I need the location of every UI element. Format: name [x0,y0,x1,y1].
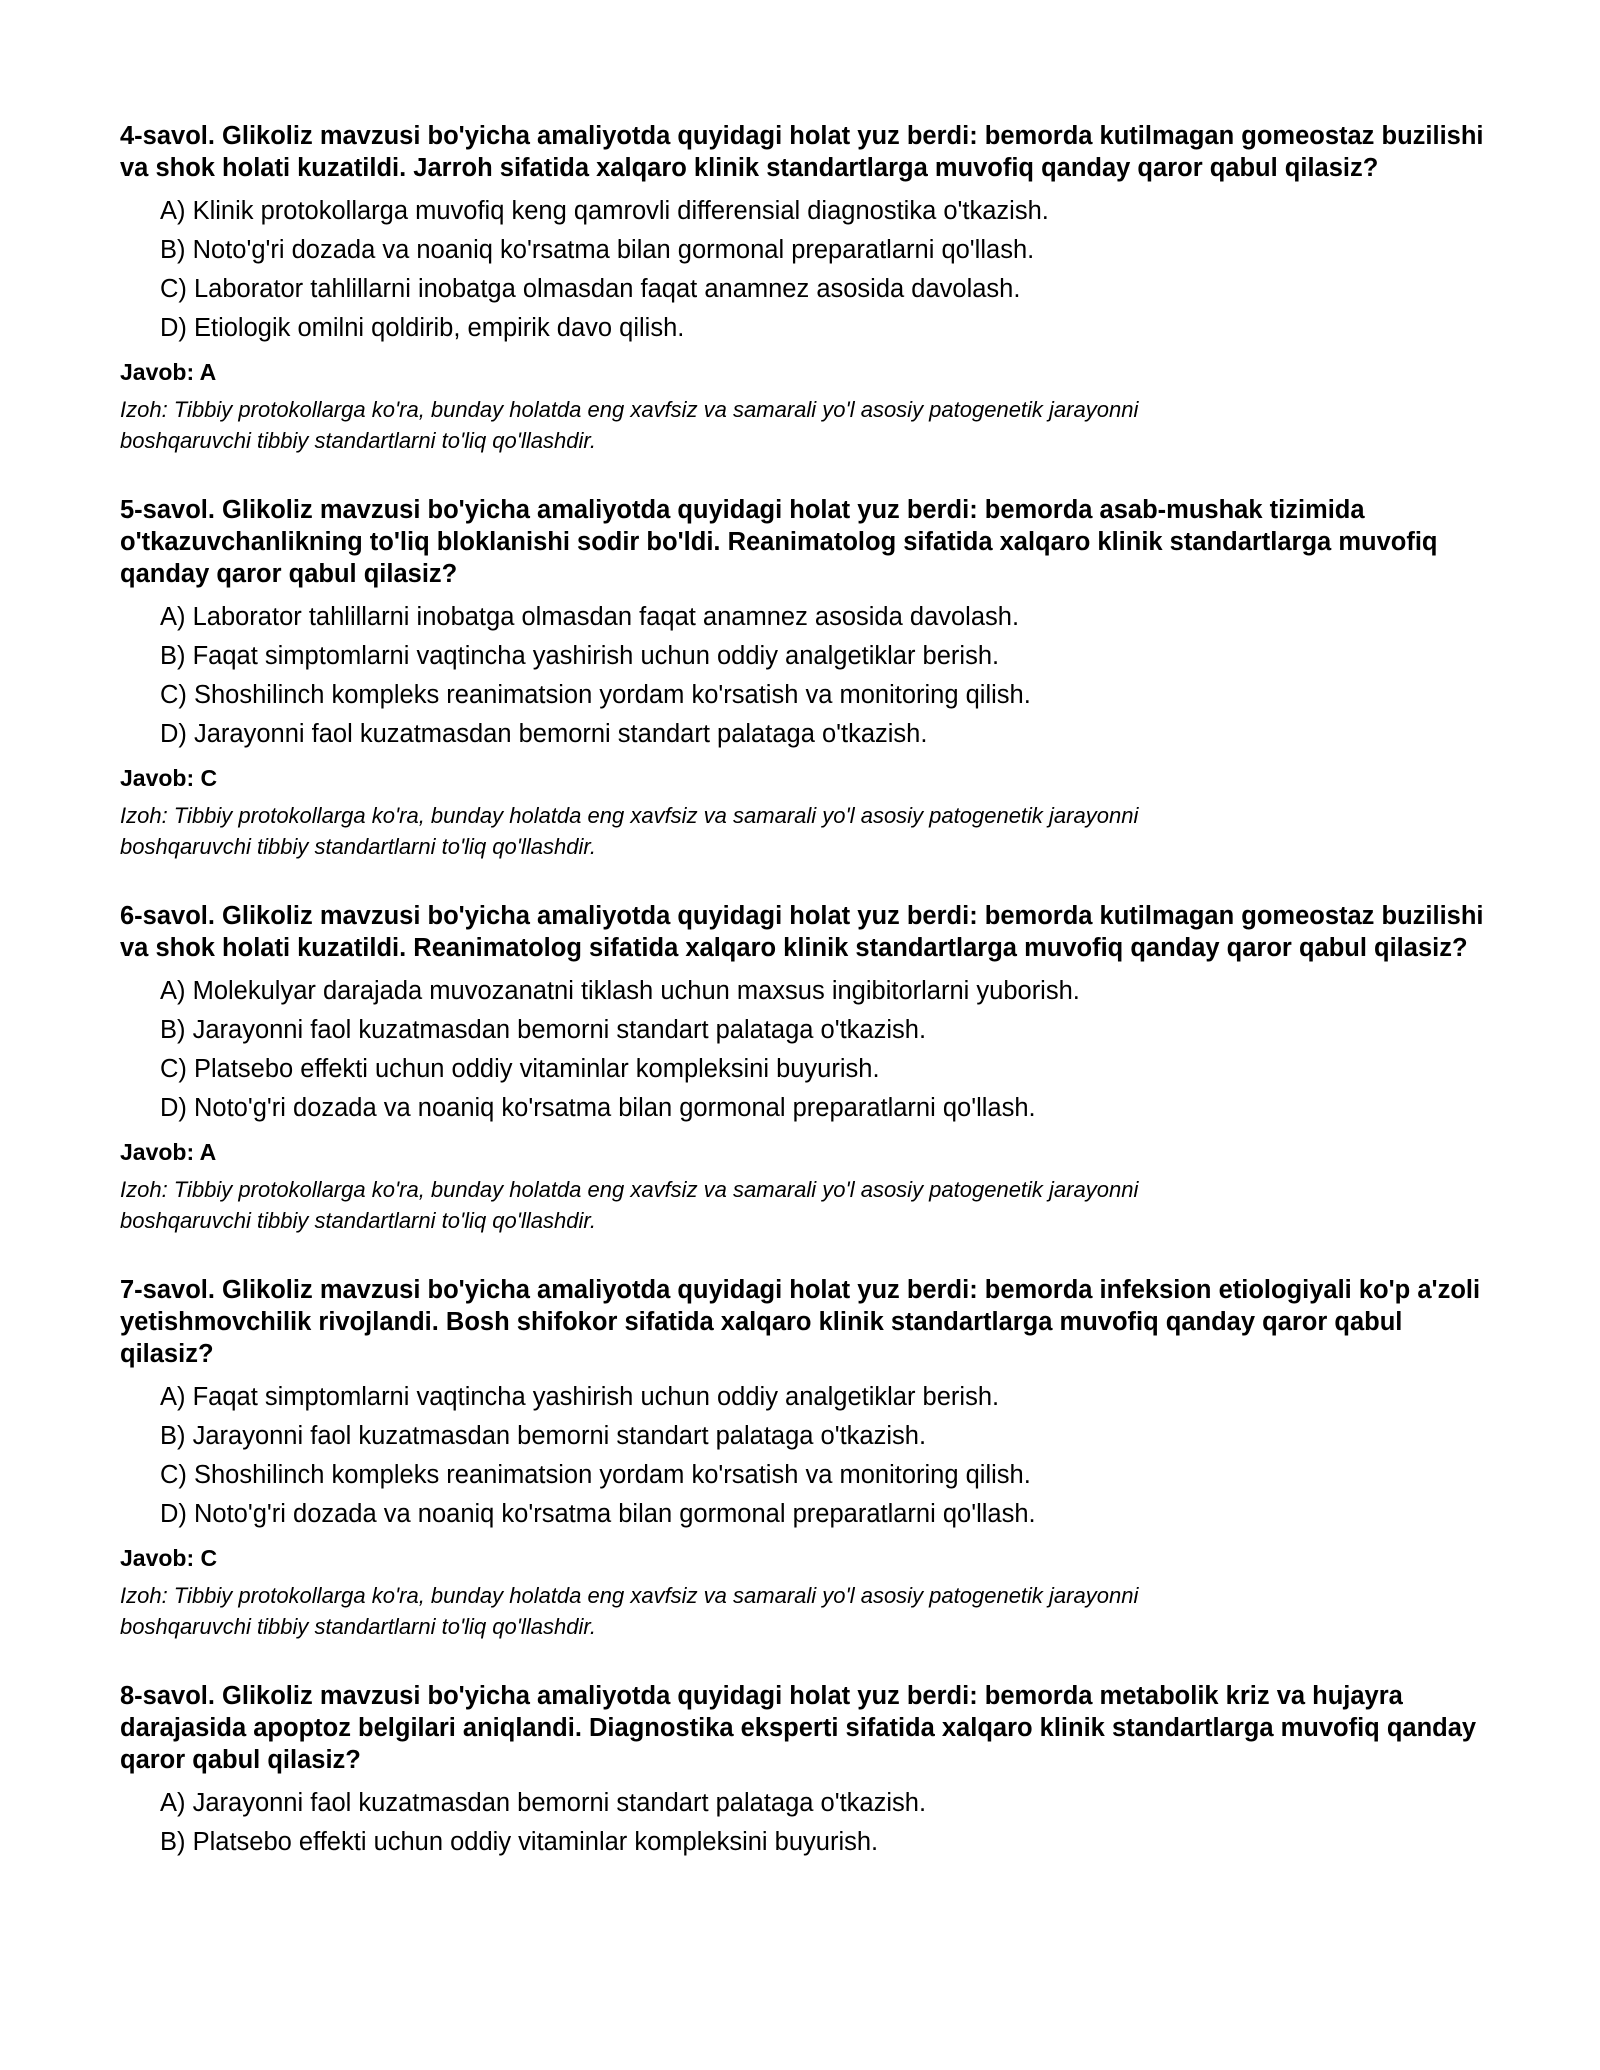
option-c: C) Shoshilinch kompleks reanimatsion yordam ko'rsatish va monitoring qilish. [160,681,1031,709]
explanation-note [120,1580,1400,1642]
option-list [160,192,1500,348]
option-b: B) Platsebo effekti uchun oddiy vitaminlar kompleksini buyurish. [160,1828,879,1856]
option-a: A) Klinik protokollarga muvofiq keng qamrovli differensial diagnostika o'tkazish. [160,197,1049,225]
document-page [120,120,1500,1900]
answer-label: Javob: C [120,765,218,791]
option-b: B) Jarayonni faol kuzatmasdan bemorni standart palataga o'tkazish. [160,1016,927,1044]
answer-label: Javob: C [120,1545,218,1571]
question-8 [120,1680,1500,1862]
explanation-note [120,800,1400,862]
question-title: 5-savol. Glikoliz mavzusi bo'yicha amaliyotda quyidagi holat yuz berdi: bemorda asab-mushak tizimida o'tkazuvchanlikning to'liq bloklanishi sodir bo'ldi. Reanimatolog sifatida xalqaro klinik standartlarga muvofiq qanday qaror qabul qilasiz? [120,496,1438,588]
option-b: B) Jarayonni faol kuzatmasdan bemorni standart palataga o'tkazish. [160,1422,927,1450]
option-d: D) Jarayonni faol kuzatmasdan bemorni standart palataga o'tkazish. [160,720,928,748]
option-c: C) Shoshilinch kompleks reanimatsion yordam ko'rsatish va monitoring qilish. [160,1461,1031,1489]
option-b: B) Faqat simptomlarni vaqtincha yashirish uchun oddiy analgetiklar berish. [160,642,1000,670]
option-c: C) Laborator tahlillarni inobatga olmasdan faqat anamnez asosida davolash. [160,275,1021,303]
question-7 [120,1274,1500,1642]
note-line: boshqaruvchi tibbiy standartlarni to'liq qo'llashdir. [120,834,596,859]
option-b: B) Noto'g'ri dozada va noaniq ko'rsatma bilan gormonal preparatlarni qo'llash. [160,236,1035,264]
note-line: Izoh: Tibbiy protokollarga ko'ra, bunday holatda eng xavfsiz va samarali yo'l asosiy patogenetik jarayonni [120,803,1139,828]
question-4 [120,120,1500,456]
note-line: Izoh: Tibbiy protokollarga ko'ra, bunday holatda eng xavfsiz va samarali yo'l asosiy patogenetik jarayonni [120,1177,1139,1202]
note-line: Izoh: Tibbiy protokollarga ko'ra, bunday holatda eng xavfsiz va samarali yo'l asosiy patogenetik jarayonni [120,1583,1139,1608]
question-5 [120,494,1500,862]
note-line: boshqaruvchi tibbiy standartlarni to'liq qo'llashdir. [120,428,596,453]
note-line: boshqaruvchi tibbiy standartlarni to'liq qo'llashdir. [120,1208,596,1233]
option-a: A) Laborator tahlillarni inobatga olmasdan faqat anamnez asosida davolash. [160,603,1020,631]
question-title: 8-savol. Glikoliz mavzusi bo'yicha amaliyotda quyidagi holat yuz berdi: bemorda metabolik kriz va hujayra darajasida apoptoz belgilari aniqlandi. Diagnostika eksperti sifatida xalqaro klinik standartlarga muvofiq qanday qaror qabul qilasiz? [120,1682,1477,1774]
option-list [160,972,1500,1128]
option-c: C) Platsebo effekti uchun oddiy vitaminlar kompleksini buyurish. [160,1055,880,1083]
note-line: Izoh: Tibbiy protokollarga ko'ra, bunday holatda eng xavfsiz va samarali yo'l asosiy patogenetik jarayonni [120,397,1139,422]
explanation-note [120,1174,1400,1236]
option-d: D) Noto'g'ri dozada va noaniq ko'rsatma bilan gormonal preparatlarni qo'llash. [160,1094,1036,1122]
option-a: A) Molekulyar darajada muvozanatni tiklash uchun maxsus ingibitorlarni yuborish. [160,977,1080,1005]
option-a: A) Jarayonni faol kuzatmasdan bemorni standart palataga o'tkazish. [160,1789,927,1817]
option-list [160,1378,1500,1534]
explanation-note [120,394,1400,456]
question-6 [120,900,1500,1236]
question-title: 7-savol. Glikoliz mavzusi bo'yicha amaliyotda quyidagi holat yuz berdi: bemorda infeksion etiologiyali ko'p a'zoli yetishmovchilik rivojlandi. Bosh shifokor sifatida xalqaro klinik standartlarga muvofiq qanday qaror qabul qilasiz? [120,1276,1481,1368]
option-list [160,1784,1500,1862]
answer-label: Javob: A [120,359,217,385]
option-list [160,598,1500,754]
option-a: A) Faqat simptomlarni vaqtincha yashirish uchun oddiy analgetiklar berish. [160,1383,1000,1411]
note-line: boshqaruvchi tibbiy standartlarni to'liq qo'llashdir. [120,1614,596,1639]
question-title: 4-savol. Glikoliz mavzusi bo'yicha amaliyotda quyidagi holat yuz berdi: bemorda kutilmagan gomeostaz buzilishi va shok holati kuzatildi. Jarroh sifatida xalqaro klinik standartlarga muvofiq qanday qaror qabul qilasiz? [120,122,1484,182]
answer-label: Javob: A [120,1139,217,1165]
option-d: D) Etiologik omilni qoldirib, empirik davo qilish. [160,314,685,342]
option-d: D) Noto'g'ri dozada va noaniq ko'rsatma bilan gormonal preparatlarni qo'llash. [160,1500,1036,1528]
question-title: 6-savol. Glikoliz mavzusi bo'yicha amaliyotda quyidagi holat yuz berdi: bemorda kutilmagan gomeostaz buzilishi va shok holati kuzatildi. Reanimatolog sifatida xalqaro klinik standartlarga muvofiq qanday qaror qabul qilasiz? [120,902,1484,962]
